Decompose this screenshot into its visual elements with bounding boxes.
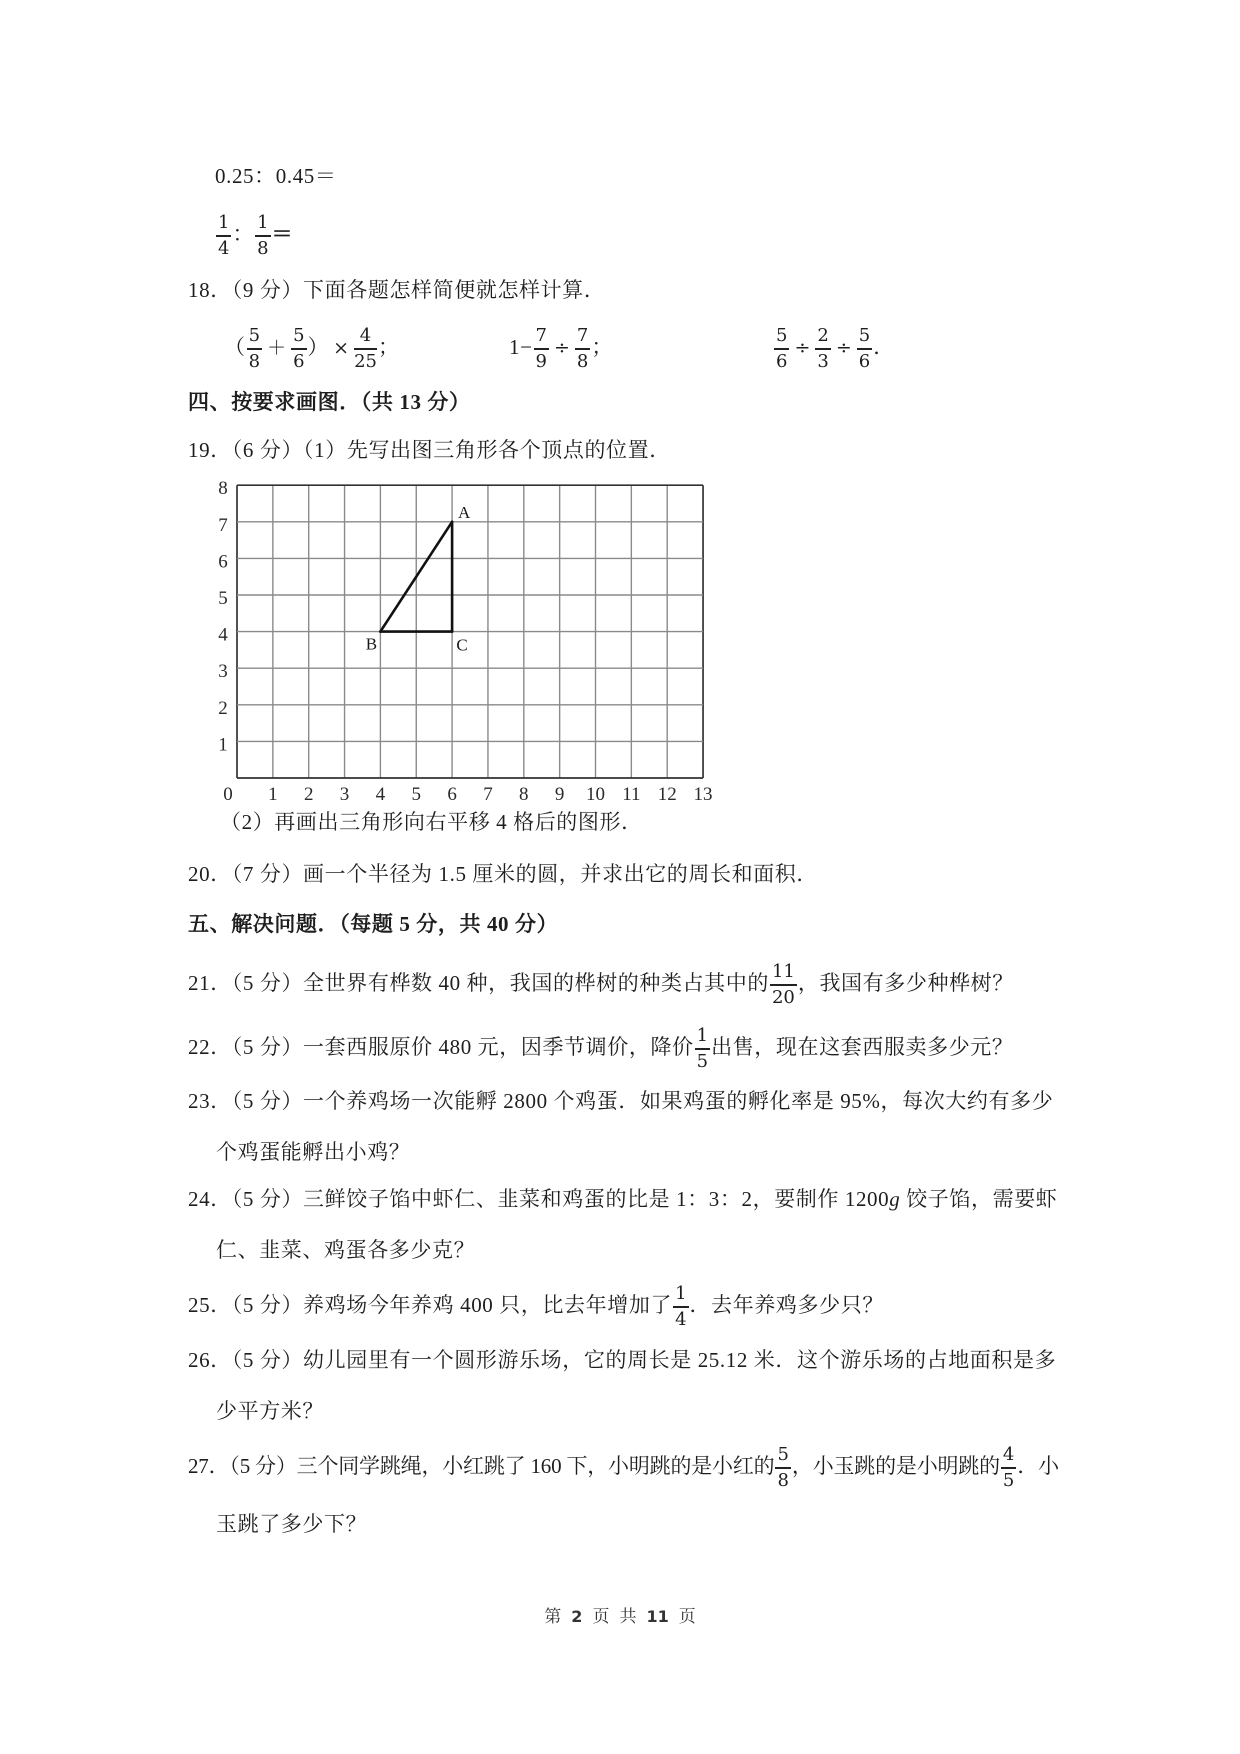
x-tick-label: 13 [693, 784, 713, 805]
plus-sign: ＋ [267, 337, 287, 359]
expression-lead: 1− [509, 335, 533, 359]
y-tick-label: 2 [218, 697, 228, 719]
y-tick-label: 6 [218, 551, 228, 573]
fraction-denominator: 5 [696, 1051, 709, 1073]
current-page-number: 2 [571, 1607, 583, 1626]
coordinate-grid [190, 470, 730, 815]
question-18-heading: 18．（9 分）下面各题怎样简便就怎样计算． [188, 278, 606, 302]
q18-expression-1 [224, 322, 400, 372]
fraction [216, 213, 231, 260]
y-tick-label: 5 [218, 588, 228, 609]
fraction-denominator: 6 [776, 351, 788, 373]
vertex-label-b: B [365, 634, 378, 654]
x-tick-label: 0 [223, 784, 233, 805]
fraction-denominator: 20 [771, 987, 795, 1009]
fraction [695, 1026, 710, 1073]
fraction [857, 326, 872, 373]
fraction [673, 1284, 688, 1331]
question-19-part-2: （2）再画出三角形向右平移 4 格后的图形． [220, 810, 643, 834]
fraction-denominator: 6 [858, 351, 871, 373]
x-tick-label: 10 [586, 784, 605, 805]
question-text: ，小玉跳的是小明跳的 [791, 1454, 1000, 1478]
question-text: 27．（5 分）三个同学跳绳，小红跳了 160 下，小明跳的是小红的 [188, 1454, 775, 1478]
question-text: ．去年养鸡多少只？ [689, 1293, 884, 1317]
divide-sign: ÷ [554, 337, 570, 359]
fraction-denominator: 6 [293, 351, 305, 373]
ratio-item-2 [215, 209, 293, 259]
fraction-denominator: 8 [777, 1470, 789, 1492]
question-text: 24．（5 分）三鲜饺子馅中虾仁、韭菜和鸡蛋的比是 1：3：2，要制作 1200 [188, 1187, 890, 1211]
question-27-line-2: 玉跳了多少下？ [216, 1512, 368, 1536]
divide-sign: ÷ [794, 337, 811, 359]
x-tick-label: 1 [268, 784, 278, 805]
question-text: 21．（5 分）全世界有桦数 40 种，我国的桦树的种类占其中的 [188, 971, 769, 995]
page-footer [0, 1604, 1240, 1630]
fraction-numerator: 5 [247, 326, 262, 351]
x-tick-label: 8 [519, 784, 529, 805]
question-text: ．小 [1017, 1454, 1059, 1478]
footer-page-word: 页 [592, 1607, 610, 1626]
fraction-numerator: 7 [534, 326, 549, 351]
footer-total-prefix: 共 [619, 1607, 637, 1626]
fraction-denominator: 8 [257, 238, 269, 260]
fraction [815, 326, 830, 373]
period: ． [873, 335, 895, 359]
question-text: 25．（5 分）养鸡场今年养鸡 400 只，比去年增加了 [188, 1293, 673, 1317]
ratio-separator: ： [232, 222, 255, 246]
question-24-line-2: 仁、韭菜、鸡蛋各多少克？ [216, 1238, 476, 1262]
fraction-denominator: 8 [576, 351, 589, 373]
open-paren: （ [224, 335, 246, 359]
fraction-denominator: 9 [535, 351, 547, 373]
fraction-numerator: 2 [815, 326, 830, 351]
question-text: 饺子馅，需要虾 [900, 1187, 1058, 1211]
fraction [775, 1445, 790, 1492]
fraction-numerator: 11 [770, 962, 797, 987]
x-tick-label: 5 [411, 784, 421, 805]
x-tick-label: 11 [622, 784, 641, 805]
fraction-numerator: 5 [291, 326, 306, 351]
fraction-numerator: 7 [575, 326, 590, 351]
y-tick-label: 3 [218, 661, 228, 683]
section-4-title: 四、按要求画图．（共 13 分） [188, 390, 471, 414]
fraction [354, 326, 377, 373]
question-text: 22．（5 分）一套西服原价 480 元，因季节调价，降价 [188, 1035, 694, 1059]
fraction-numerator: 5 [774, 326, 789, 351]
fraction-denominator: 8 [248, 351, 261, 373]
question-text: 出售，现在这套西服卖多少元？ [711, 1035, 1014, 1059]
close-paren: ） [307, 335, 330, 359]
x-tick-label: 12 [657, 784, 677, 805]
fraction-numerator: 5 [775, 1445, 790, 1470]
fraction-denominator: 3 [817, 351, 829, 373]
fraction [534, 326, 549, 373]
fraction [770, 962, 797, 1009]
vertex-label-a: A [457, 502, 471, 522]
x-tick-label: 9 [554, 784, 565, 805]
x-tick-label: 7 [483, 784, 493, 805]
y-tick-label: 8 [218, 478, 228, 500]
question-26-line-2: 少平方米？ [216, 1399, 324, 1423]
divide-sign: ÷ [835, 337, 852, 359]
fraction-numerator: 1 [673, 1284, 688, 1309]
fraction-numerator: 1 [255, 213, 270, 238]
fraction-numerator: 4 [1001, 1445, 1016, 1470]
question-text: ，我国有多少种桦树？ [797, 971, 1014, 995]
fraction [774, 326, 789, 373]
question-20: 20．（7 分）画一个半径为 1.5 厘米的圆，并求出它的周长和面积． [188, 862, 818, 886]
q18-expression-3 [773, 322, 895, 372]
ratio-item-1: 0.25：0.45＝ [215, 164, 337, 188]
footer-prefix: 第 [544, 1607, 562, 1626]
question-26-line-1: 26．（5 分）幼儿园里有一个圆形游乐场，它的周长是 25.12 米．这个游乐场的占地面积是多 [188, 1348, 1057, 1372]
unit-gram: g [889, 1187, 901, 1211]
fraction-denominator: 5 [1002, 1470, 1015, 1492]
fraction-numerator: 1 [695, 1026, 710, 1051]
vertex-label-c: C [456, 635, 468, 655]
fraction-numerator: 5 [857, 326, 872, 351]
question-19-part-1: 19．（6 分）（1）先写出图三角形各个顶点的位置． [188, 438, 671, 462]
x-tick-label: 6 [447, 784, 457, 805]
x-tick-label: 3 [339, 784, 350, 805]
fraction [247, 326, 262, 373]
x-tick-label: 2 [303, 784, 314, 805]
q18-expression-2 [509, 322, 613, 372]
question-23-line-2: 个鸡蛋能孵出小鸡？ [216, 1140, 411, 1164]
x-tick-label: 4 [375, 784, 386, 805]
question-25 [188, 1280, 884, 1330]
semicolon: ； [377, 335, 400, 359]
fraction-numerator: 4 [354, 326, 377, 351]
question-23-line-1: 23．（5 分）一个养鸡场一次能孵 2800 个鸡蛋．如果鸡蛋的孵化率是 95%，每次大约有多少 [188, 1089, 1054, 1113]
times-sign: × [333, 337, 350, 359]
total-page-count: 11 [646, 1607, 669, 1626]
footer-total-word: 页 [678, 1607, 696, 1626]
equals-sign: ＝ [271, 222, 294, 246]
fraction-denominator: 25 [354, 351, 377, 373]
section-5-title: 五、解决问题．（每题 5 分，共 40 分） [188, 912, 559, 936]
fraction [1001, 1445, 1016, 1492]
y-tick-label: 7 [218, 514, 228, 536]
fraction-numerator: 1 [216, 213, 231, 238]
fraction [255, 213, 270, 260]
y-tick-label: 1 [218, 734, 228, 756]
fraction-denominator: 4 [675, 1309, 687, 1331]
question-27-line-1 [188, 1441, 1059, 1491]
question-21 [188, 958, 1014, 1008]
fraction-denominator: 4 [218, 238, 230, 260]
question-22 [188, 1022, 1014, 1072]
fraction [291, 326, 306, 373]
semicolon: ； [591, 335, 613, 359]
fraction [575, 326, 590, 373]
question-24-line-1 [188, 1174, 1057, 1224]
y-tick-label: 4 [218, 624, 228, 646]
